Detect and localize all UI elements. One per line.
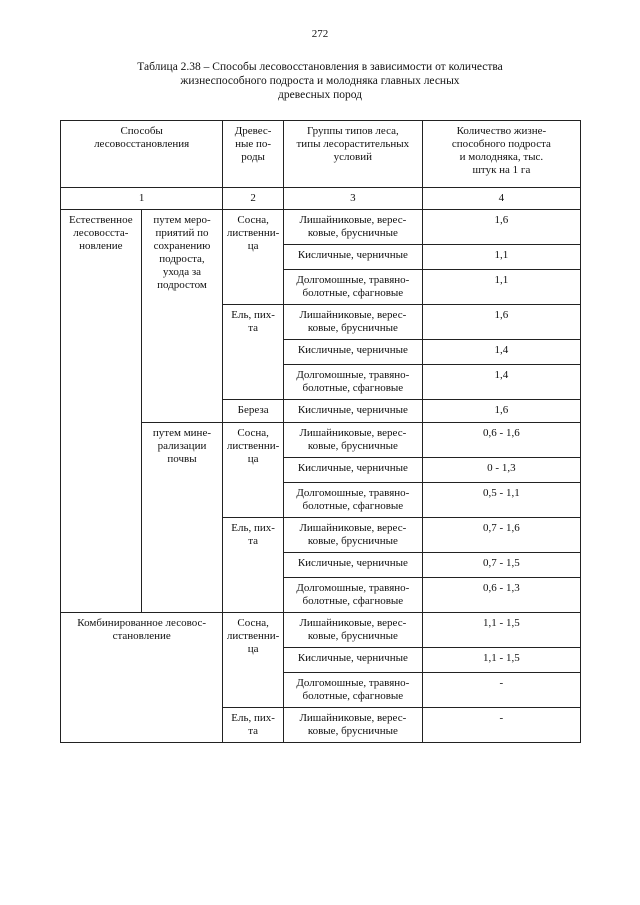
value-cell: 1,6 <box>422 210 580 245</box>
method-combined-cell: Комбинированное лесовос- становление <box>61 613 223 743</box>
value-cell: 0,6 - 1,3 <box>422 578 580 613</box>
page-number: 272 <box>311 28 329 40</box>
caption-line: жизнеспособного подроста и молодняка главных лесных <box>180 75 460 87</box>
header-forest-groups: Группы типов леса, типы лесорастительных условий <box>283 121 422 188</box>
value-cell: 1,4 <box>422 340 580 365</box>
submethod-mineral-cell: путем мине- рализации почвы <box>141 423 223 613</box>
group-sorrel-cell: Кисличные, черничные <box>283 648 422 673</box>
species-spruce-cell: Ель, пих- та <box>223 518 284 613</box>
value-cell: 1,6 <box>422 400 580 423</box>
header-regrowth-count: Количество жизне- способного подроста и молодняка, тыс. штук на 1 га <box>422 121 580 188</box>
value-cell: - <box>422 708 580 743</box>
group-moss-cell: Долгомошные, травяно- болотные, сфагновые <box>283 365 422 400</box>
value-cell: 0,7 - 1,6 <box>422 518 580 553</box>
header-row <box>61 121 581 188</box>
group-moss-cell: Долгомошные, травяно- болотные, сфагновые <box>283 578 422 613</box>
group-lichen-cell: Лишайниковые, верес- ковые, брусничные <box>283 305 422 340</box>
value-cell: - <box>422 673 580 708</box>
value-cell: 1,6 <box>422 305 580 340</box>
caption-line: древесных пород <box>278 89 362 101</box>
species-birch-cell: Береза <box>223 400 284 423</box>
group-lichen-cell: Лишайниковые, верес- ковые, брусничные <box>283 210 422 245</box>
submethod-preserve-cell: путем меро- приятий по сохранению подроста, ухода за подростом <box>141 210 223 423</box>
value-cell: 0,6 - 1,6 <box>422 423 580 458</box>
species-pine-cell: Сосна, лиственни- ца <box>223 423 284 518</box>
column-number: 1 <box>61 188 223 210</box>
header-species: Древес- ные по- роды <box>223 121 284 188</box>
group-sorrel-cell: Кисличные, черничные <box>283 245 422 270</box>
group-lichen-cell: Лишайниковые, верес- ковые, брусничные <box>283 423 422 458</box>
species-spruce-cell: Ель, пих- та <box>223 708 284 743</box>
group-sorrel-cell: Кисличные, черничные <box>283 400 422 423</box>
group-lichen-cell: Лишайниковые, верес- ковые, брусничные <box>283 708 422 743</box>
table-row <box>61 613 581 648</box>
group-sorrel-cell: Кисличные, черничные <box>283 340 422 365</box>
value-cell: 1,4 <box>422 365 580 400</box>
column-number-row <box>61 188 581 210</box>
column-number: 3 <box>283 188 422 210</box>
species-spruce-cell: Ель, пих- та <box>223 305 284 400</box>
header-methods: Способы лесовосстановления <box>61 121 223 188</box>
group-moss-cell: Долгомошные, травяно- болотные, сфагновые <box>283 270 422 305</box>
value-cell: 0,7 - 1,5 <box>422 553 580 578</box>
column-number: 4 <box>422 188 580 210</box>
reforestation-table <box>60 120 581 743</box>
table-row <box>61 210 581 245</box>
group-lichen-cell: Лишайниковые, верес- ковые, брусничные <box>283 518 422 553</box>
value-cell: 0 - 1,3 <box>422 458 580 483</box>
method-natural-cell: Естественное лесовосста- новление <box>61 210 142 613</box>
value-cell: 1,1 - 1,5 <box>422 613 580 648</box>
column-number: 2 <box>223 188 284 210</box>
value-cell: 1,1 - 1,5 <box>422 648 580 673</box>
species-pine-cell: Сосна, лиственни- ца <box>223 210 284 305</box>
group-sorrel-cell: Кисличные, черничные <box>283 458 422 483</box>
caption-line: Таблица 2.38 – Способы лесовосстановления в зависимости от количества <box>137 61 503 73</box>
value-cell: 1,1 <box>422 270 580 305</box>
group-moss-cell: Долгомошные, травяно- болотные, сфагновые <box>283 483 422 518</box>
value-cell: 0,5 - 1,1 <box>422 483 580 518</box>
group-sorrel-cell: Кисличные, черничные <box>283 553 422 578</box>
table-caption <box>90 60 550 102</box>
species-pine-cell: Сосна, лиственни- ца <box>223 613 284 708</box>
group-moss-cell: Долгомошные, травяно- болотные, сфагновые <box>283 673 422 708</box>
value-cell: 1,1 <box>422 245 580 270</box>
group-lichen-cell: Лишайниковые, верес- ковые, брусничные <box>283 613 422 648</box>
